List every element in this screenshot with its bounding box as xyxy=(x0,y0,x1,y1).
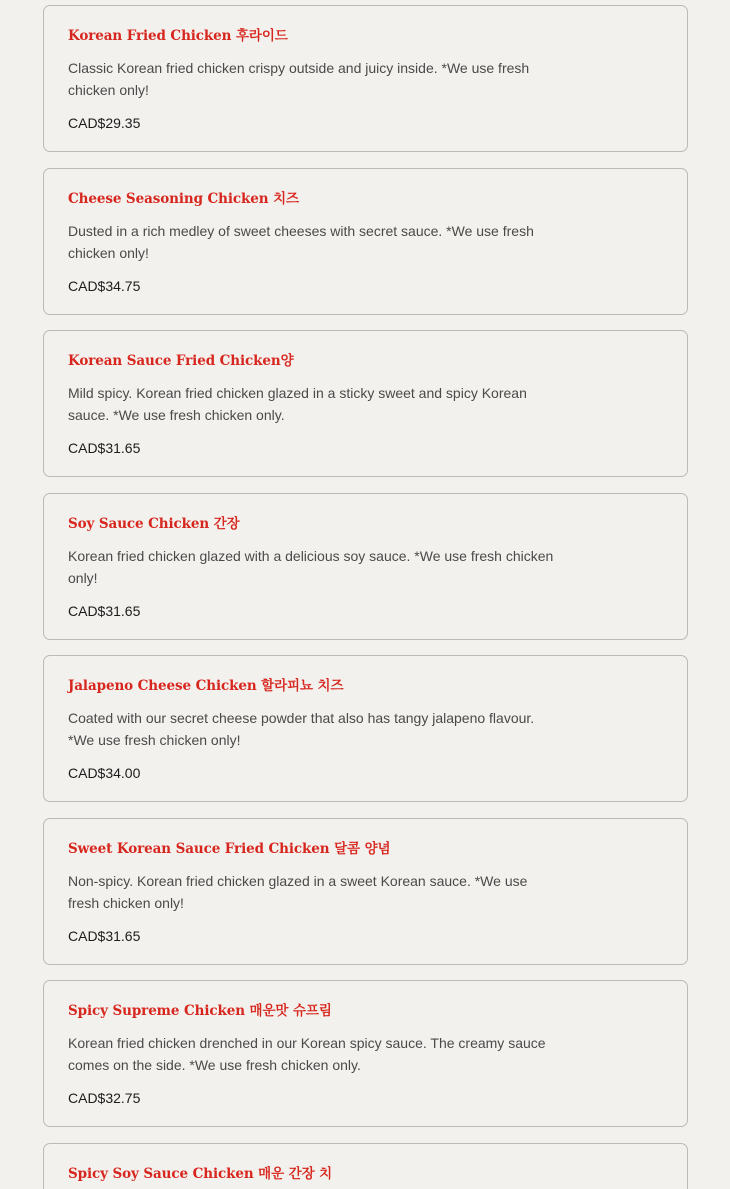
menu-item-description: Mild spicy. Korean fried chicken glazed in a sticky sweet and spicy Korean sauce. *We use fresh chicken only. xyxy=(68,385,527,423)
menu-item-price: CAD$31.65 xyxy=(68,927,141,944)
menu-item-description: Dusted in a rich medley of sweet cheeses with secret sauce. *We use fresh chicken only! xyxy=(68,222,534,261)
menu-item-title: Soy Sauce Chicken 간장 xyxy=(68,515,240,532)
menu-item-title: Korean Fried Chicken 후라이드 xyxy=(68,28,288,44)
menu-item-price: CAD$32.75 xyxy=(68,1090,141,1106)
menu-item-price: CAD$34.00 xyxy=(68,765,141,781)
menu-item-description: Korean fried chicken drenched in our Korean spicy sauce. The creamy sauce comes on the side. *We use fresh chicken only. xyxy=(68,1035,546,1073)
menu-item-description: Non-spicy. Korean fried chicken glazed in a sweet Korean sauce. *We use fresh chicken only! xyxy=(68,872,528,911)
menu-item-card[interactable] xyxy=(43,818,688,965)
menu-item-title: Jalapeno Cheese Chicken 할라피뇨 치즈 xyxy=(68,678,344,694)
menu-item-title: Spicy Soy Sauce Chicken 매운 간장 치 xyxy=(68,1165,333,1182)
menu-item-card[interactable] xyxy=(43,5,688,152)
menu-item-price: CAD$31.65 xyxy=(68,602,141,619)
menu-item-list xyxy=(43,5,688,1189)
menu-item-description: Classic Korean fried chicken crispy outside and juicy inside. *We use fresh chicken only! xyxy=(68,60,530,98)
menu-item-title: Korean Sauce Fried Chicken양 xyxy=(68,353,294,369)
menu-item-card[interactable] xyxy=(43,655,688,802)
menu-item-card[interactable] xyxy=(43,980,688,1127)
menu-item-card[interactable] xyxy=(43,493,688,640)
menu-item-price: CAD$29.35 xyxy=(68,115,141,131)
menu-item-card[interactable] xyxy=(43,330,688,477)
menu-item-description: Korean fried chicken glazed with a delicious soy sauce. *We use fresh chicken only! xyxy=(68,547,554,586)
menu-item-price: CAD$31.65 xyxy=(68,440,141,456)
menu-item-card[interactable] xyxy=(43,168,688,315)
menu-item-title: Cheese Seasoning Chicken 치즈 xyxy=(68,190,299,207)
menu-item-description: Coated with our secret cheese powder that also has tangy jalapeno flavour. *We use fresh chicken only! xyxy=(68,710,535,748)
menu-item-title: Spicy Supreme Chicken 매운맛 슈프림 xyxy=(68,1003,332,1019)
menu-item-title: Sweet Korean Sauce Fried Chicken 달콤 양념 xyxy=(68,840,391,857)
menu-item-card[interactable] xyxy=(43,1143,688,1189)
menu-item-price: CAD$34.75 xyxy=(68,277,141,294)
